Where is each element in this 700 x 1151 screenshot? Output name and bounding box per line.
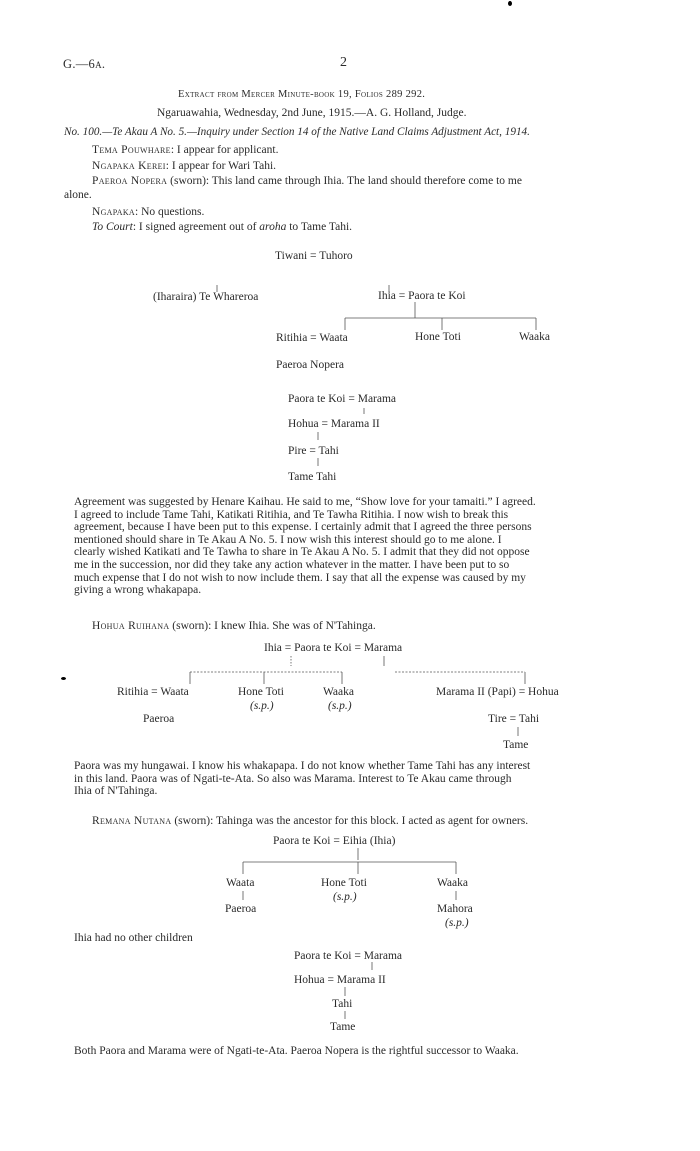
statement-text: : I appear for applicant.: [170, 144, 279, 156]
tree2-top: Ihia = Paora te Koi = Marama: [264, 642, 403, 654]
tree3-waaka: Waaka: [437, 877, 468, 889]
tree1-tame-tahi: Tame Tahi: [288, 471, 337, 483]
tree1-tiwani-tuhoro: Tiwani = Tuhoro: [275, 250, 353, 262]
maori-word: aroha: [259, 221, 287, 233]
tree2-tire-tahi: Tire = Tahi: [488, 713, 540, 725]
paragraph-line: me in the succession, nor did they take any action whatever in the matter. I have been put to so: [74, 558, 510, 571]
tree2-tame: Tame: [503, 739, 529, 751]
speaker-name: Paeroa Nopera: [92, 175, 168, 187]
statement-text: : I appear for Wari Tahi.: [165, 160, 277, 172]
statement-text: (sworn): This land came through Ihia. The land should therefore come to me: [170, 175, 522, 187]
tree3-hohua-marama: Hohua = Marama II: [294, 974, 386, 986]
tree3-ihia-note: Ihia had no other children: [74, 932, 193, 944]
tree1-hohua-marama: Hohua = Marama II: [288, 418, 380, 430]
tree2-marama-hohua: Marama II (Papi) = Hohua: [436, 686, 559, 698]
tree1-iharaira: (Iharaira) Te Whareroa: [153, 291, 259, 303]
statement-paeroa-continued: alone.: [64, 189, 92, 201]
tree1-pire-tahi: Pire = Tahi: [288, 445, 339, 457]
case-line: No. 100.—Te Akau A No. 5.—Inquiry under Section 14 of the Native Land Claims Adjustment Act, 1914.: [64, 126, 530, 138]
tree3-hone-toti: Hone Toti: [321, 877, 367, 889]
paragraph-line: clearly wished Katikati and Te Tawha to share in Te Akau A No. 5. I admit that they did not oppose: [74, 546, 530, 559]
page-reference: G.—6a.: [63, 57, 106, 71]
paragraph-line: I agreed to include Tame Tahi, Katikati Ritihia, and Te Tawha Ritihia. I now wish to break this: [74, 508, 509, 521]
tree3-mahora-sp: (s.p.): [445, 917, 469, 929]
tree1-waaka: Waaka: [519, 331, 550, 343]
tree2-hone-toti: Hone Toti: [238, 686, 284, 698]
tree2-ritihia-waata: Ritihia = Waata: [117, 686, 189, 698]
tree3-tame: Tame: [330, 1021, 356, 1033]
statement-text: : No questions.: [135, 206, 205, 218]
tree1-ritihia-waata: Ritihia = Waata: [276, 332, 348, 344]
speaker-name: To Court: [92, 221, 133, 233]
speaker-name: Tema Pouwhare: [92, 144, 171, 156]
tree3-paeroa: Paeroa: [225, 903, 257, 915]
dateline: Ngaruawahia, Wednesday, 2nd June, 1915.—A. G. Holland, Judge.: [157, 107, 467, 119]
closing-statement: Both Paora and Marama were of Ngati-te-Ata. Paeroa Nopera is the rightful successor to Waaka.: [74, 1045, 519, 1057]
page-number: 2: [340, 55, 347, 70]
tree1-ihia-paora: Ihia = Paora te Koi: [378, 290, 466, 302]
speaker-name: Remana Nutana: [92, 815, 172, 827]
speaker-name: Ngapaka: [92, 206, 136, 218]
paragraph-line: Agreement was suggested by Henare Kaihau. He said to me, “Show love for your tamaiti.” I agreed.: [74, 496, 536, 508]
tree1-paora-marama: Paora te Koi = Marama: [288, 393, 397, 405]
speaker-name: Hohua Ruihana: [92, 620, 170, 632]
paragraph-line: much expense that I do not wish to now include them. I say that all the expense was caused by my: [74, 571, 526, 584]
paragraph-line: in this land. Paora was of Ngati-te-Ata. So also was Marama. Interest to Te Akau came through: [74, 772, 512, 785]
tree1-paeroa-nopera: Paeroa Nopera: [276, 359, 345, 371]
statement-text: (sworn): Tahinga was the ancestor for this block. I acted as agent for owners.: [174, 815, 529, 827]
tree3-tahi: Tahi: [332, 998, 353, 1010]
tree2-waaka: Waaka: [323, 686, 354, 698]
paragraph-line: mentioned should share in Te Akau A No. 5. I now wish this interest should go to me alone. I: [74, 533, 502, 546]
statement-text: to Tame Tahi.: [286, 221, 353, 233]
tree2-hone-sp: (s.p.): [250, 700, 274, 712]
tree2-paeroa: Paeroa: [143, 713, 175, 725]
tree3-mahora: Mahora: [437, 903, 473, 915]
extract-title: Extract from Mercer Minute-book 19, Folios 289 292.: [178, 89, 426, 100]
paragraph-line: Ihia of N'Tahinga.: [74, 785, 158, 798]
tree1-hone-toti: Hone Toti: [415, 331, 461, 343]
tree2-waaka-sp: (s.p.): [328, 700, 352, 712]
tree3-paora-marama: Paora te Koi = Marama: [294, 950, 403, 962]
paragraph-line: agreement, because I have been put to this expense. I certainly admit that I agreed the three persons: [74, 521, 532, 534]
statement-text: (sworn): I knew Ihia. She was of N'Tahinga.: [172, 620, 376, 632]
speaker-name: Ngapaka Kerei: [92, 160, 166, 172]
paragraph-line: giving a wrong whakapapa.: [74, 584, 202, 597]
tree3-hone-sp: (s.p.): [333, 891, 357, 903]
tree3-waata: Waata: [226, 877, 255, 889]
statement-text: : I signed agreement out of: [132, 221, 260, 233]
paragraph-line: Paora was my hungawai. I know his whakapapa. I do not know whether Tame Tahi has any interest: [74, 760, 531, 772]
tree3-top: Paora te Koi = Eihia (Ihia): [273, 835, 396, 847]
